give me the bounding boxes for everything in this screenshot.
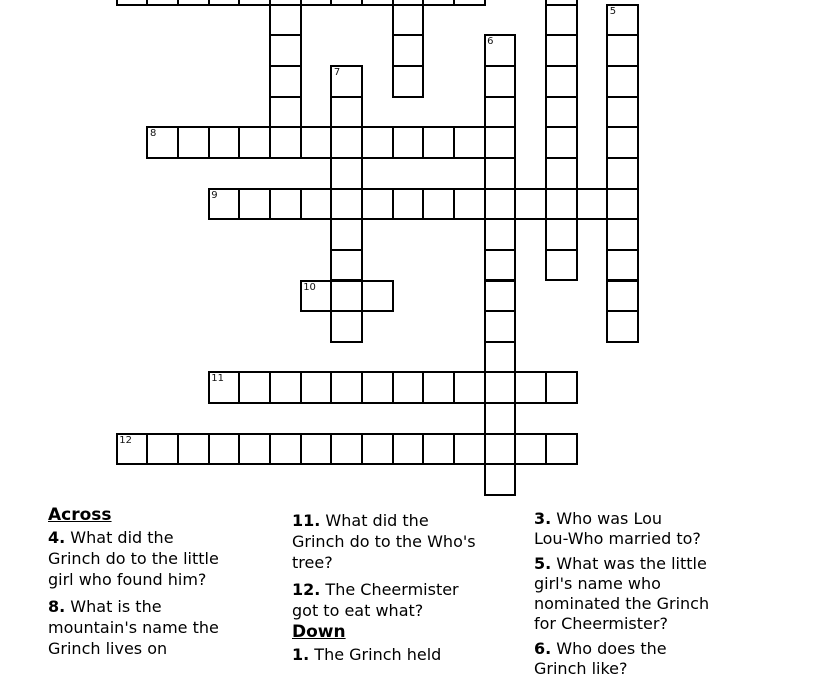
clue (534, 639, 709, 679)
clue-column (292, 504, 476, 665)
clue-line: Grinch lives on (48, 639, 168, 658)
clue-line: 4. What did the (48, 528, 174, 547)
clue-line: 3. Who was Lou (534, 509, 663, 528)
clue-line: 11. What did the (292, 511, 429, 530)
clue-number: 6. (534, 639, 552, 658)
clue-line: 6. Who does the (534, 639, 667, 658)
clue-line: girl who found him? (48, 570, 207, 589)
cell-number: 6 (487, 36, 494, 48)
cell-number: 5 (609, 5, 617, 17)
clue-number: 11. (292, 511, 321, 530)
clue-line: 12. The Cheermister (292, 580, 459, 599)
clue-line: Grinch do to the Who's (292, 532, 476, 551)
clue-section-header: Across (48, 505, 112, 525)
clue (48, 527, 219, 590)
cell-number: 10 (303, 281, 316, 293)
clue-column (48, 504, 219, 659)
clue (292, 510, 476, 573)
clue-line: 5. What was the little (534, 554, 707, 573)
clue-line: for Cheermister? (534, 614, 668, 633)
clue (534, 554, 709, 634)
clue-number: 4. (48, 528, 66, 547)
clue-line: Grinch do to the little (48, 549, 219, 568)
clue-line: 8. What is the (48, 597, 162, 616)
clue-line: 1. The Grinch held (292, 645, 442, 664)
clue-number: 8. (48, 597, 66, 616)
cell-number: 7 (333, 66, 341, 78)
clue-line: nominated the Grinch (534, 594, 710, 613)
clue-number: 12. (292, 580, 321, 599)
clue (534, 509, 709, 549)
cell-number: 11 (211, 373, 224, 385)
clue-number: 3. (534, 509, 552, 528)
clue-column (534, 504, 709, 679)
cell-number: 8 (149, 128, 157, 140)
clue-line: tree? (292, 553, 333, 572)
cell-number: 9 (211, 189, 218, 201)
clue-number: 5. (534, 554, 552, 573)
clue-section-header: Down (292, 622, 346, 642)
clue (48, 596, 219, 659)
clue-line: got to eat what? (292, 601, 424, 620)
clue-number: 1. (292, 645, 310, 664)
clue (292, 644, 476, 665)
clue-line: mountain's name the (48, 618, 219, 637)
clue-line: Grinch like? (534, 659, 628, 678)
clue (292, 579, 476, 621)
clue-line: Lou-Who married to? (534, 529, 701, 548)
clue-line: girl's name who (534, 574, 661, 593)
cell-number: 12 (119, 434, 133, 446)
